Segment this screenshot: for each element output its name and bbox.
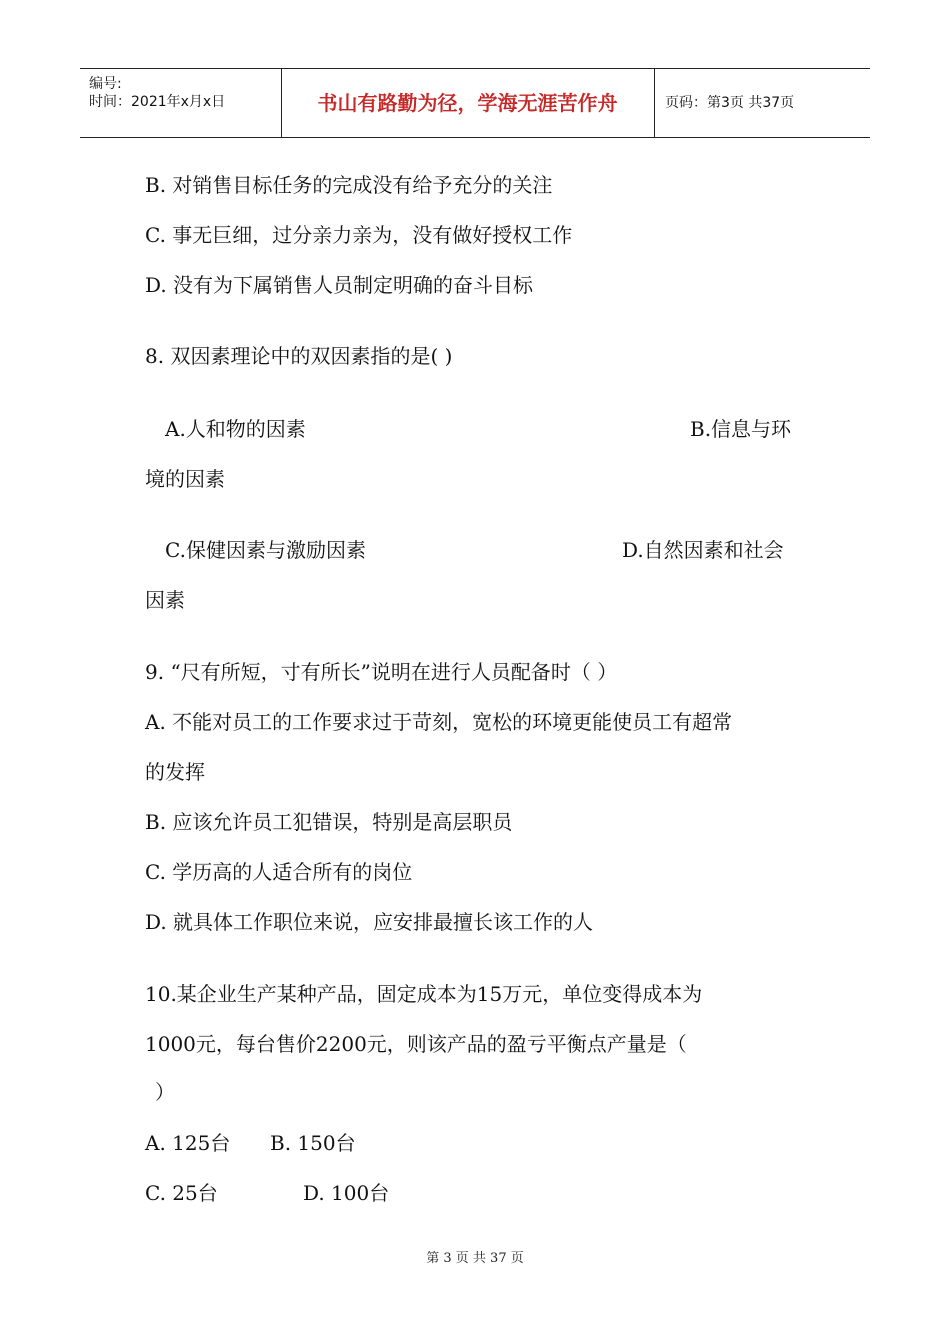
q7-option-b: B. 对销售目标任务的完成没有给予充分的关注 [145,173,553,197]
q8-stem: 8. 双因素理论中的双因素指的是( ) [145,344,453,368]
q9-option-d: D. 就具体工作职位来说，应安排最擅长该工作的人 [145,910,594,934]
q9-option-a-cont: 的发挥 [145,760,205,784]
q8-option-a: A.人和物的因素 [165,417,306,441]
q10-option-a: A. 125台 [145,1131,231,1155]
q10-stem-line1: 10.某企业生产某种产品，固定成本为15万元，单位变得成本为 [145,982,703,1006]
q10-option-d: D. 100台 [303,1181,390,1205]
doc-number-label: 编号: [89,76,122,92]
q10-option-c: C. 25台 [145,1181,218,1205]
q10-stem-line3: ） [155,1080,175,1104]
q10-stem-line2: 1000元，每台售价2200元，则该产品的盈亏平衡点产量是（ [145,1032,687,1056]
doc-time-label: 时间：2021年x月x日 [89,94,226,110]
q8-option-b: B.信息与环 [690,417,792,441]
header-meta-cell [80,69,282,137]
q9-option-b: B. 应该允许员工犯错误，特别是高层职员 [145,810,513,834]
q8-option-d-cont: 因素 [145,588,185,612]
page-footer: 第 3 页 共 37 页 [426,1251,524,1266]
q10-option-b: B. 150台 [270,1131,356,1155]
q8-option-b-cont: 境的因素 [145,467,225,491]
q7-option-c: C. 事无巨细，过分亲力亲为，没有做好授权工作 [145,223,573,247]
header-motto: 书山有路勤为径，学海无涯苦作舟 [281,69,655,137]
q7-option-d: D. 没有为下属销售人员制定明确的奋斗目标 [145,273,534,297]
q9-stem: 9. “尺有所短，寸有所长”说明在进行人员配备时（ ） [145,660,618,684]
q9-option-a: A. 不能对员工的工作要求过于苛刻，宽松的环境更能使员工有超常 [145,710,733,734]
header-page-info: 页码：第3页 共37页 [665,95,795,111]
q9-option-c: C. 学历高的人适合所有的岗位 [145,860,413,884]
header-table [80,68,870,138]
q8-option-d: D.自然因素和社会 [622,538,784,562]
q8-option-c: C.保健因素与激励因素 [165,538,366,562]
